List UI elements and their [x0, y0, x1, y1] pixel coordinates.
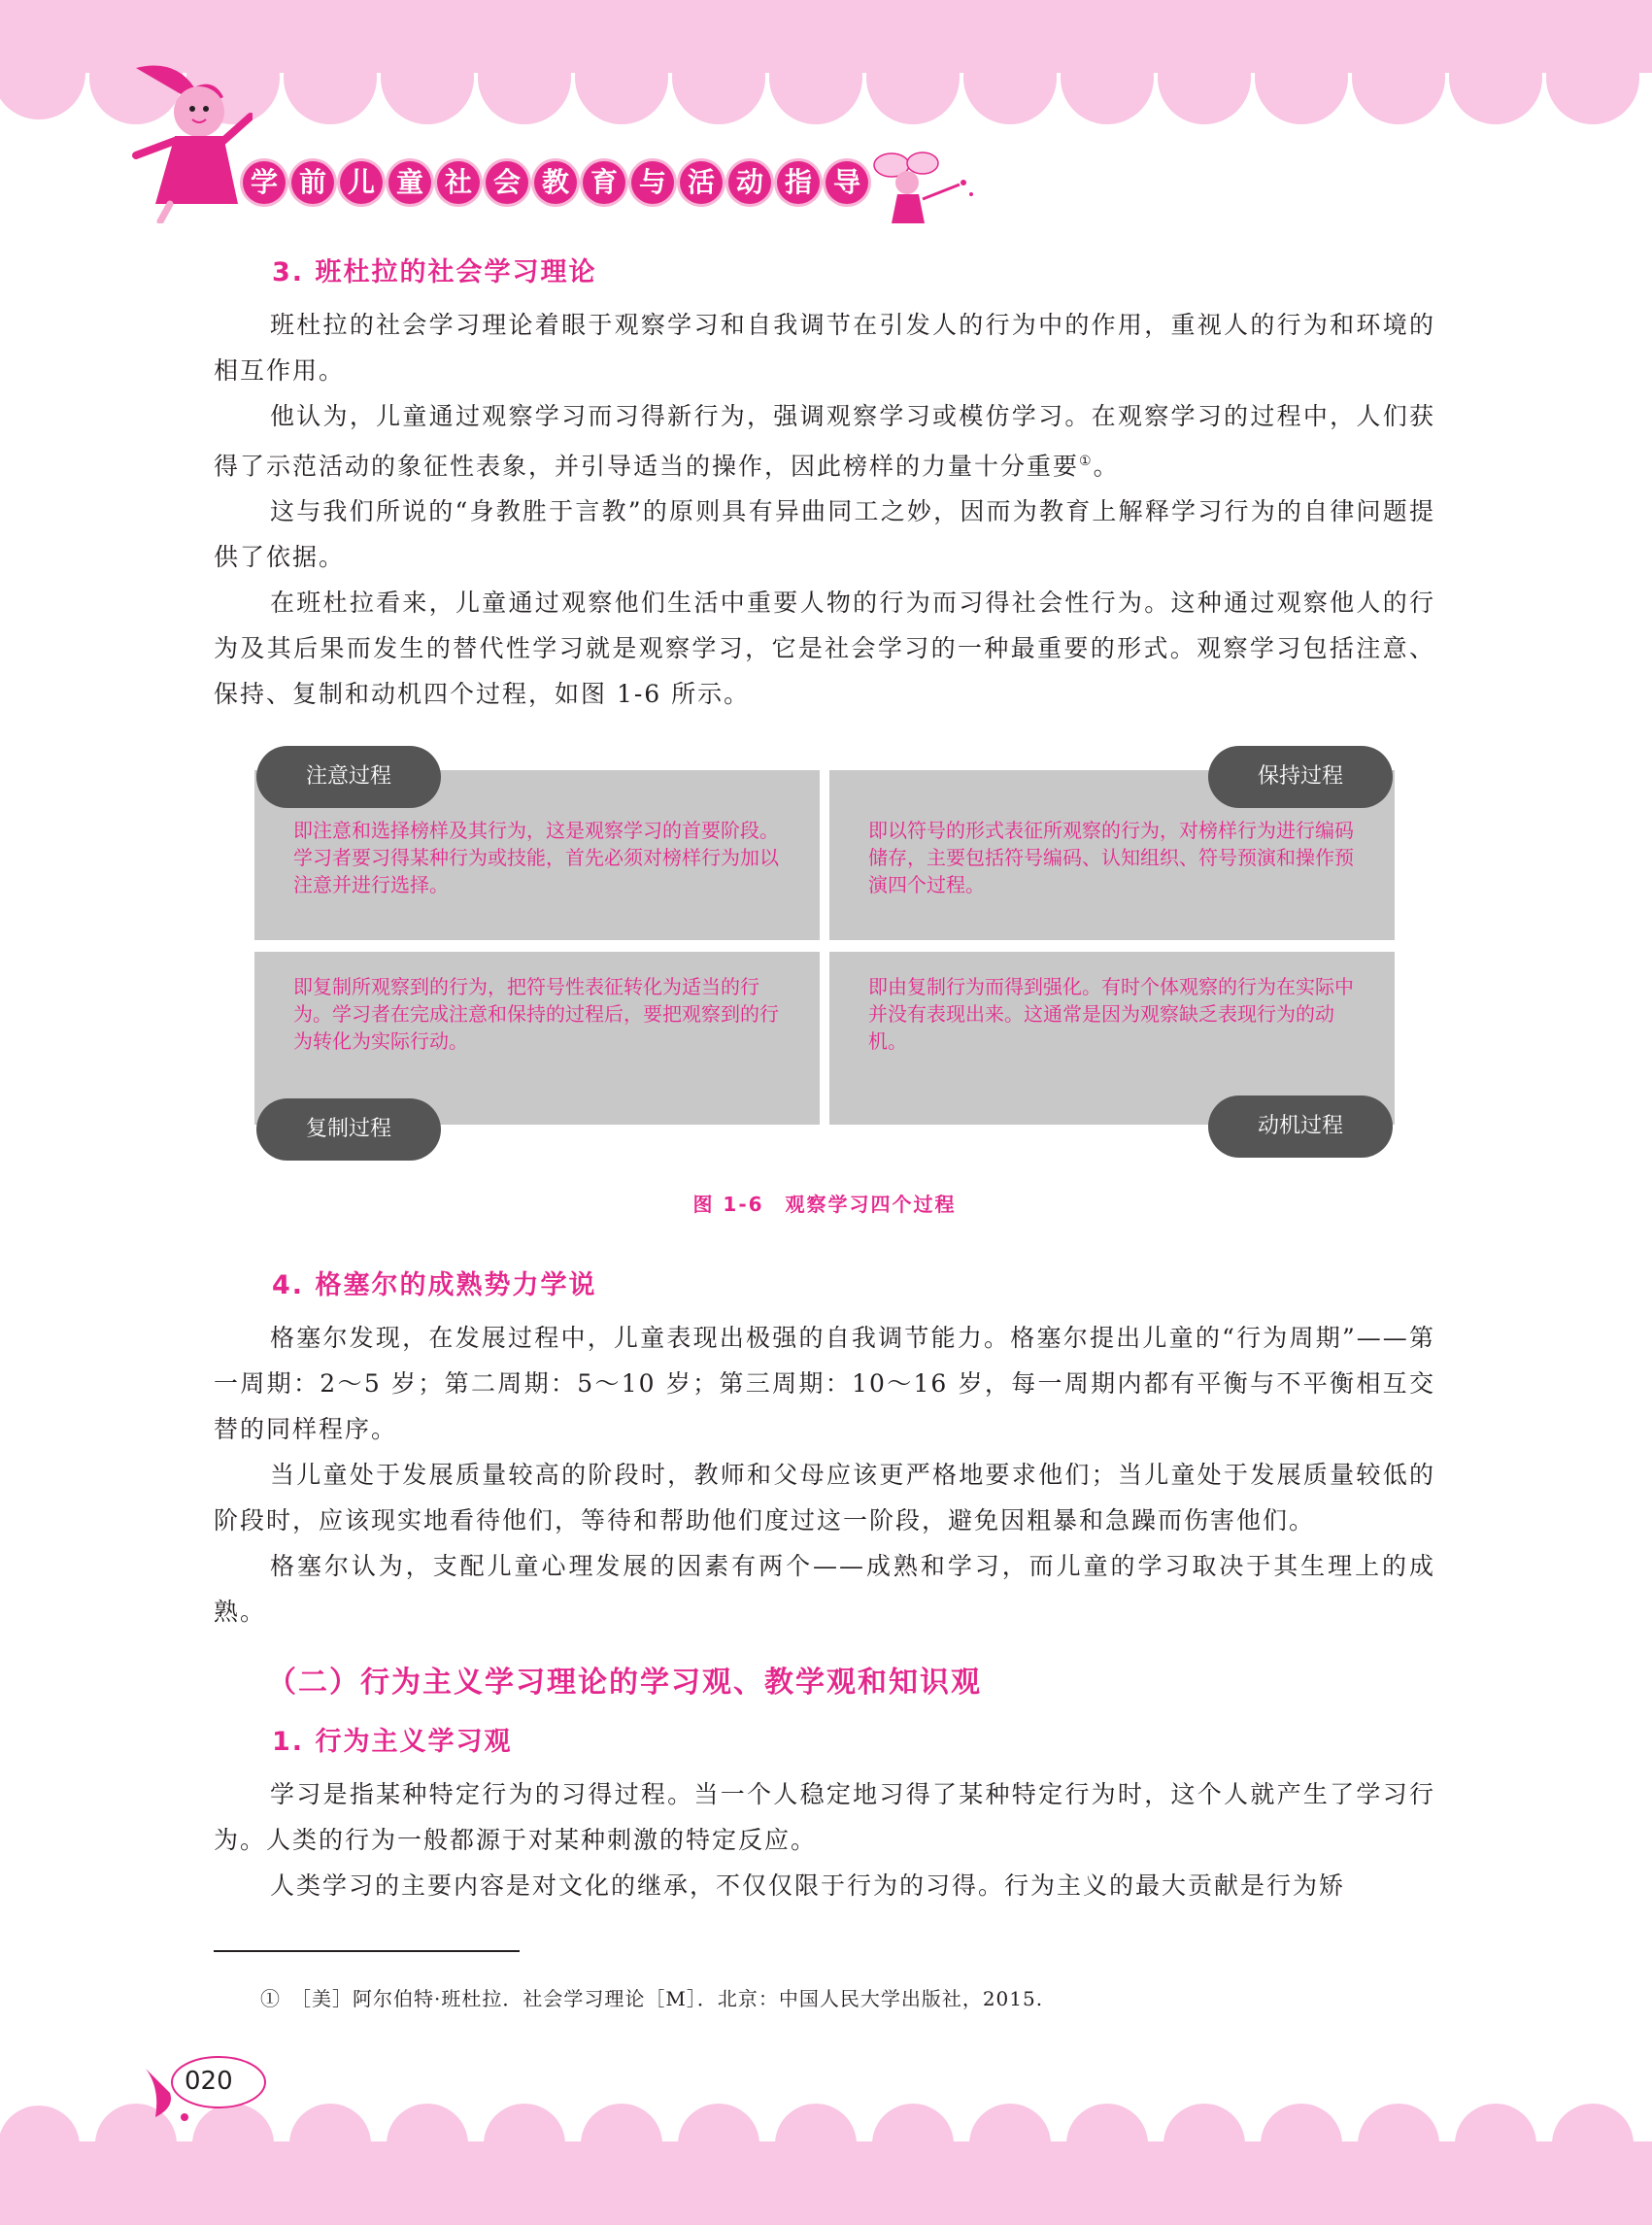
- part2-paragraph-2: 人类学习的主要内容是对文化的继承，不仅仅限于行为的习得。行为主义的最大贡献是行为矫: [270, 1871, 1346, 1901]
- section4-heading: 4. 格塞尔的成熟势力学说: [272, 1270, 597, 1301]
- retention-process-label: 保持过程: [1208, 746, 1393, 808]
- book-title-char: 前: [291, 161, 334, 204]
- book-title-char: 导: [826, 161, 868, 204]
- reproduction-process-text: 即复制所观察到的行为，把符号性表征转化为适当的行为。学习者在完成注意和保持的过程后，要把观察到的行为转化为实际行动。: [293, 975, 779, 1054]
- section3-paragraph-3: 这与我们所说的“身教胜于言教”的原则具有异曲同工之妙，因而为教育上解释学习行为的自律问题提供了依据。: [214, 497, 1435, 572]
- section4-paragraph-2: 当儿童处于发展质量较高的阶段时，教师和父母应该更严格地要求他们；当儿童处于发展质量较低的阶段时，应该现实地看待他们，等待和帮助他们度过这一阶段，避免因粗暴和急躁而伤害他们。: [214, 1461, 1435, 1535]
- section3-paragraph-2-text: 他认为，儿童通过观察学习而习得新行为，强调观察学习或模仿学习。在观察学习的过程中，人们获得了示范活动的象征性表象，并引导适当的操作，因此榜样的力量十分重要: [214, 402, 1435, 481]
- footnote-ref: ①: [1079, 454, 1094, 469]
- book-title-char: 会: [486, 161, 528, 204]
- book-title-char: 育: [583, 161, 625, 204]
- section4-paragraph-3: 格塞尔认为，支配儿童心理发展的因素有两个——成熟和学习，而儿童的学习取决于其生理上的成熟。: [214, 1552, 1435, 1627]
- attention-process-label: 注意过程: [256, 746, 441, 808]
- footnote-divider: [214, 1950, 520, 1952]
- book-title-char: 社: [437, 161, 480, 204]
- book-title-char: 教: [534, 161, 577, 204]
- attention-process-text: 即注意和选择榜样及其行为，这是观察学习的首要阶段。学习者要习得某种行为或技能，首先必须对榜样行为加以注意并进行选择。: [293, 819, 779, 897]
- part2-heading: （二）行为主义学习理论的学习观、教学观和知识观: [267, 1666, 982, 1701]
- motivation-process-label: 动机过程: [1208, 1096, 1393, 1158]
- section3-heading: 3. 班杜拉的社会学习理论: [272, 257, 597, 287]
- book-title: [243, 158, 868, 207]
- footnote: ① ［美］阿尔伯特·班杜拉．社会学习理论［M］．北京：中国人民大学出版社，2015.: [260, 1987, 1044, 2010]
- fairy-illustration-icon: [862, 146, 979, 233]
- book-title-char: 指: [777, 161, 820, 204]
- girl-illustration-icon: [117, 58, 253, 223]
- section3-paragraph-4: 在班杜拉看来，儿童通过观察他们生活中重要人物的行为而习得社会性行为。这种通过观察他人的行为及其后果而发生的替代性学习就是观察学习，它是社会学习的一种最重要的形式。观察学习包括注意、保持、复制和动机四个过程，如图 1-6 所示。: [214, 589, 1435, 709]
- book-title-char: 童: [388, 161, 431, 204]
- page-content: [214, 251, 1435, 1908]
- book-title-char: 儿: [340, 161, 383, 204]
- book-title-char: 活: [680, 161, 723, 204]
- book-title-char: 与: [631, 161, 674, 204]
- retention-process-text: 即以符号的形式表征所观察的行为，对榜样行为进行编码储存，主要包括符号编码、认知组织、符号预演和操作预演四个过程。: [868, 819, 1354, 897]
- figure-caption: 图 1-6 观察学习四个过程: [692, 1193, 957, 1217]
- section3-paragraph-1: 班杜拉的社会学习理论着眼于观察学习和自我调节在引发人的行为中的作用，重视人的行为和环境的相互作用。: [214, 311, 1435, 385]
- section3-paragraph-2: [214, 393, 1435, 489]
- book-title-char: 动: [728, 161, 771, 204]
- section4-paragraph-1: 格塞尔发现，在发展过程中，儿童表现出极强的自我调节能力。格塞尔提出儿童的“行为周期”——第一周期：2～5 岁；第二周期：5～10 岁；第三周期：10～16 岁，每一周期内都有平衡与不平衡相互交替的同样程序。: [214, 1324, 1435, 1444]
- book-title-char: 学: [243, 161, 286, 204]
- reproduction-process-label: 复制过程: [256, 1098, 441, 1161]
- observational-learning-figure: [254, 746, 1400, 1163]
- section3-paragraph-2-end: 。: [1093, 452, 1120, 481]
- part2-subheading-1: 1. 行为主义学习观: [272, 1727, 513, 1758]
- motivation-process-text: 即由复制行为而得到强化。有时个体观察的行为在实际中并没有表现出来。这通常是因为观察缺乏表现行为的动机。: [868, 975, 1354, 1054]
- page-number: 020: [185, 2067, 233, 2096]
- part2-paragraph-1: 学习是指某种特定行为的习得过程。当一个人稳定地习得了某种特定行为时，这个人就产生了学习行为。人类的行为一般都源于对某种刺激的特定反应。: [214, 1780, 1435, 1855]
